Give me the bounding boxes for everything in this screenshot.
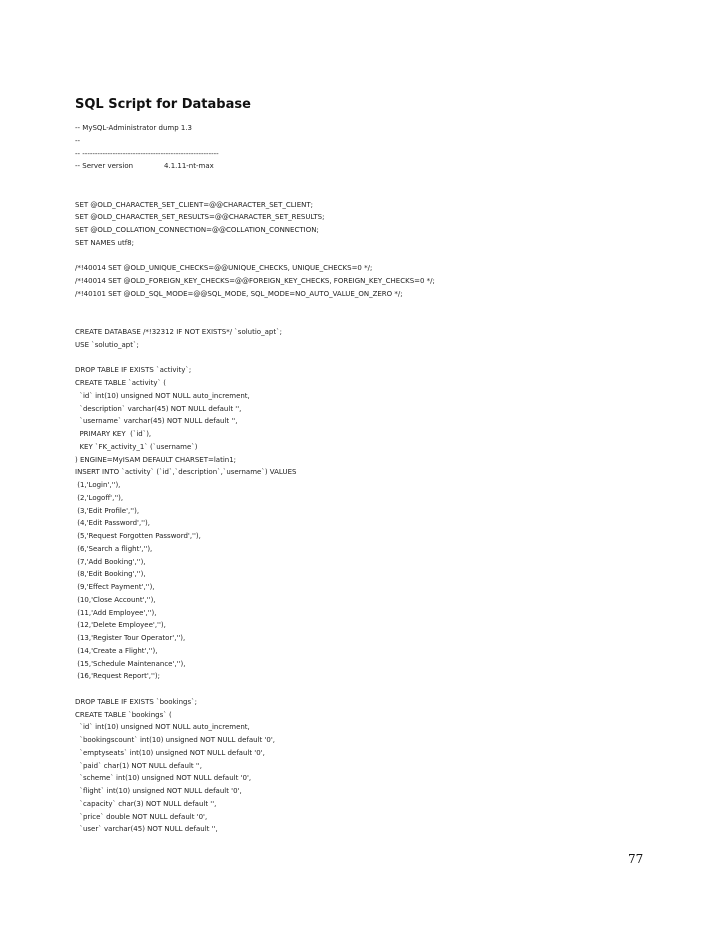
code-line: /*!40014 SET @OLD_FOREIGN_KEY_CHECKS=@@FOREIGN_KEY_CHECKS, FOREIGN_KEY_CHECKS=0 */; (75, 277, 435, 285)
code-line: (7,'Add Booking',''), (75, 557, 146, 566)
code-line: DROP TABLE IF EXISTS `activity`; (75, 366, 192, 375)
code-line: /*!40101 SET @OLD_SQL_MODE=@@SQL_MODE, SQL_MODE=NO_AUTO_VALUE_ON_ZERO */; (75, 289, 403, 298)
code-line: (13,'Register Tour Operator',''), (75, 634, 186, 642)
code-line: `bookingscount` int(10) unsigned NOT NULL default '0', (75, 736, 276, 744)
blank-line (75, 186, 695, 199)
blank-line (75, 352, 695, 365)
code-line: CREATE TABLE `bookings` ( (75, 710, 172, 719)
code-line: (4,'Edit Password',''), (75, 519, 150, 528)
code-line: (11,'Add Employee',''), (75, 608, 157, 617)
code-line: (10,'Close Account',''), (75, 595, 156, 604)
code-line: KEY `FK_activity_1` (`username`) (75, 442, 198, 451)
code-line: `flight` int(10) unsigned NOT NULL default '0', (75, 787, 242, 795)
page-number: 77 (628, 852, 644, 866)
code-line: `id` int(10) unsigned NOT NULL auto_increment, (75, 391, 250, 400)
code-line: `scheme` int(10) unsigned NOT NULL default '0', (75, 774, 252, 783)
code-line: -- Server version 4.1.11-nt-max (75, 162, 214, 171)
code-line: DROP TABLE IF EXISTS `bookings`; (75, 697, 197, 706)
sql-script-body (75, 122, 695, 836)
code-line: (15,'Schedule Maintenance',''), (75, 659, 186, 668)
code-line: (16,'Request Report',''); (75, 672, 160, 681)
code-line: `id` int(10) unsigned NOT NULL auto_increment, (75, 723, 250, 732)
code-line: CREATE DATABASE /*!32312 IF NOT EXISTS*/ `solutio_apt`; (75, 328, 282, 336)
code-line: (14,'Create a Flight',''), (75, 646, 158, 655)
code-line: (5,'Request Forgotten Password',''), (75, 532, 201, 540)
code-line: USE `solutio_apt`; (75, 340, 139, 349)
code-line: `capacity` char(3) NOT NULL default '', (75, 799, 217, 808)
code-line: CREATE TABLE `activity` ( (75, 379, 166, 387)
code-line: (12,'Delete Employee',''), (75, 621, 166, 630)
code-line: SET NAMES utf8; (75, 238, 134, 247)
blank-line (75, 301, 695, 314)
blank-line (75, 313, 695, 326)
code-line: PRIMARY KEY (`id`), (75, 430, 152, 438)
blank-line (75, 683, 695, 696)
code-line: SET @OLD_CHARACTER_SET_CLIENT=@@CHARACTER_SET_CLIENT; (75, 200, 314, 209)
code-line: `emptyseats` int(10) unsigned NOT NULL default '0', (75, 748, 265, 757)
blank-line (75, 250, 695, 263)
code-line: (6,'Search a flight',''), (75, 544, 153, 553)
code-line: (2,'Logoff',''), (75, 493, 124, 502)
code-line: (3,'Edit Profile',''), (75, 506, 140, 515)
code-line: /*!40014 SET @OLD_UNIQUE_CHECKS=@@UNIQUE_CHECKS, UNIQUE_CHECKS=0 */; (75, 264, 373, 273)
blank-line (75, 173, 695, 186)
code-line: (9,'Effect Payment',''), (75, 583, 155, 591)
code-line: (1,'Login',''), (75, 481, 121, 489)
code-line: (8,'Edit Booking',''), (75, 570, 146, 579)
code-line: -- MySQL-Administrator dump 1.3 (75, 124, 193, 132)
code-line: SET @OLD_COLLATION_CONNECTION=@@COLLATION_CONNECTION; (75, 226, 319, 234)
code-line: `description` varchar(45) NOT NULL default '', (75, 404, 242, 413)
code-line: `price` double NOT NULL default '0', (75, 812, 208, 821)
code-line: SET @OLD_CHARACTER_SET_RESULTS=@@CHARACTER_SET_RESULTS; (75, 213, 325, 222)
code-line: ) ENGINE=MyISAM DEFAULT CHARSET=latin1; (75, 455, 237, 464)
document-title: SQL Script for Database (75, 97, 251, 112)
code-line: -- ------------------------------------------------------ (75, 149, 219, 158)
code-line: INSERT INTO `activity` (`id`,`description`,`username`) VALUES (75, 468, 297, 477)
code-line: `username` varchar(45) NOT NULL default '', (75, 417, 238, 426)
code-line: -- (75, 136, 81, 145)
code-line: `paid` char(1) NOT NULL default '', (75, 761, 202, 770)
code-line: `user` varchar(45) NOT NULL default '', (75, 825, 218, 834)
